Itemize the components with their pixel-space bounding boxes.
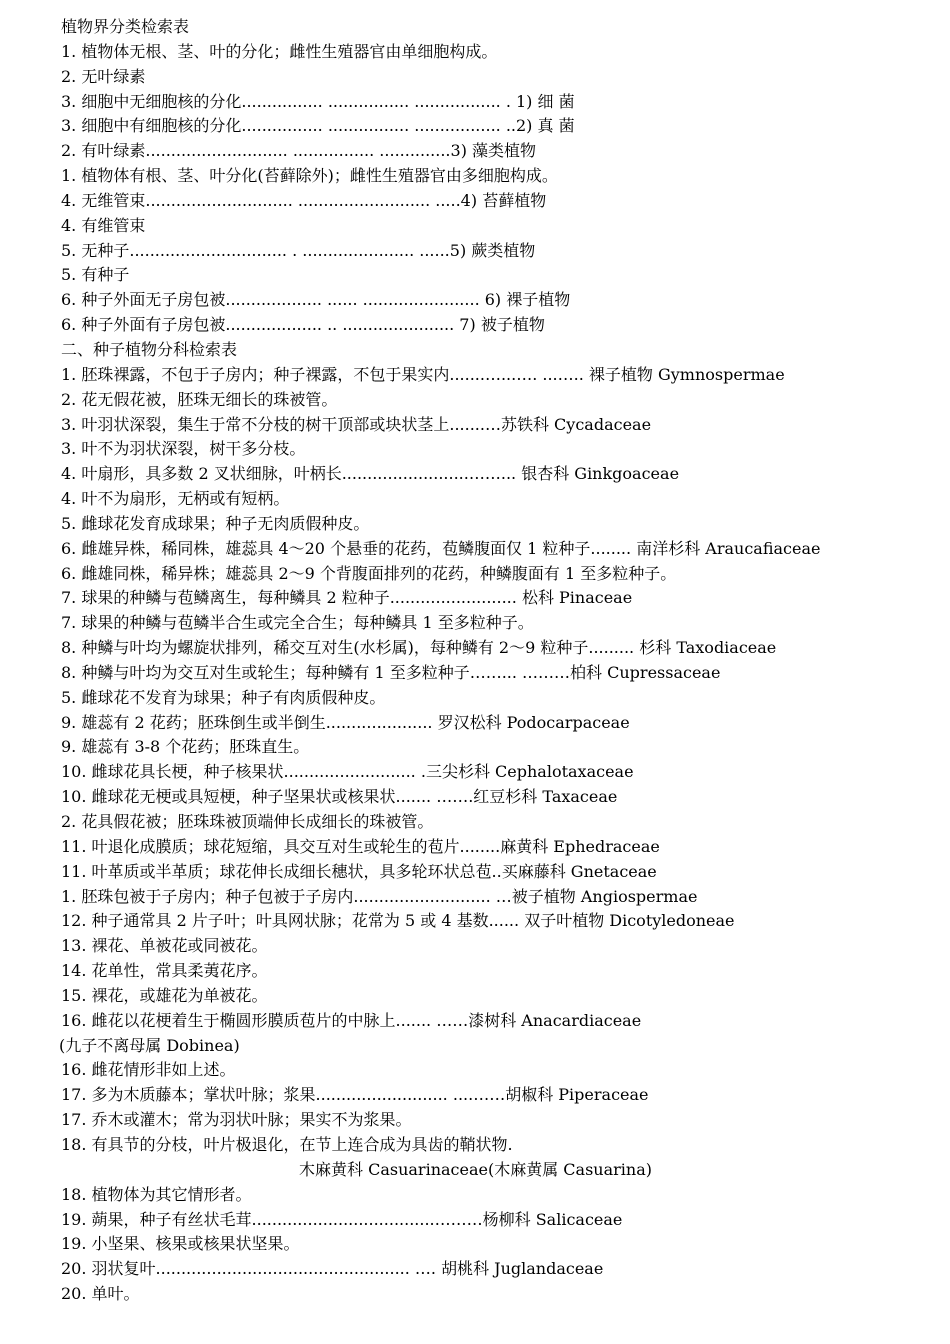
key-line: 18. 植物体为其它情形者。 (61, 1184, 252, 1204)
key-line: 10. 雌球花具长梗，种子核果状.......................... .三尖杉科 Cephalotaxaceae (61, 762, 634, 782)
key-line: 2. 有叶绿素............................ ................ ..............3) 藻类植物 (61, 141, 537, 161)
key-line: 2. 花具假花被；胚珠珠被顶端伸长成细长的珠被管。 (61, 812, 434, 831)
key-line: 16. 雌花情形非如上述。 (61, 1060, 236, 1080)
key-line: 11. 叶革质或半革质；球花伸长成细长穗状，具多轮环状总苞..买麻藤科 Gnetaceae (61, 861, 657, 881)
key-line: 19. 小坚果、核果或核果状坚果。 (61, 1234, 300, 1254)
key-line: 4. 叶扇形，具多数 2 叉状细脉，叶柄长.........................……... 银杏科 Ginkgoaceae (61, 464, 680, 484)
key-line: 3. 细胞中有细胞核的分化................ ................ ................. ..2) 真 菌 (61, 116, 575, 136)
key-line: 4. 有维管束 (61, 215, 146, 235)
key-line: 10. 雌球花无梗或具短梗，种子坚果状或核果状....... …….红豆杉科 Taxaceae (61, 787, 618, 807)
key-line: 18. 有具节的分枝，叶片极退化，在节上连合成为具齿的鞘状物. (61, 1134, 513, 1154)
key-line: 11. 叶退化成膜质；球花短缩，具交互对生或轮生的苞片........麻黄科 Ephedraceae (61, 836, 660, 856)
key-line: 9. 雄蕊有 3-8 个花药；胚珠直生。 (61, 737, 310, 757)
key-line: 20. 羽状复叶.................................................. …. 胡桃科 Juglandaceae (61, 1259, 604, 1279)
key-line: 5. 无种子............................... . ...................... ......5) 蕨类植物 (61, 240, 536, 260)
key-line: 2. 无叶绿素 (61, 66, 146, 86)
key-line: 8. 种鳞与叶均为交互对生或轮生；每种鳞有 1 至多粒种子……... ………柏科 Cupressaceae (61, 662, 721, 682)
genus-note: (九子不离母属 Dobinea) (59, 1035, 240, 1055)
key-line: 12. 种子通常具 2 片子叶；叶具网状脉；花常为 5 或 4 基数...... 双子叶植物 Dicotyledoneae (61, 911, 735, 931)
key-line: 1. 植物体无根、茎、叶的分化；雌性生殖器官由单细胞构成。 (61, 41, 498, 61)
key-line: 19. 蒴果，种子有丝状毛茸....................................………杨柳科 Salicaceae (61, 1209, 623, 1229)
key-line: 6. 雌雄异株，稀同株，雄蕊具 4～20 个悬垂的花药，苞鳞腹面仅 1 粒种子........ 南洋杉科 Araucafiaceae (61, 538, 821, 558)
key-line: 1. 胚珠裸露，不包于子房内；种子裸露，不包于果实内.......…...…. ...….. 裸子植物 Gymnospermae (61, 364, 785, 384)
key-line: 4. 无维管束............................. .......................... .....4) 苔藓植物 (61, 190, 547, 210)
key-line: 15. 裸花，或雄花为单被花。 (61, 985, 268, 1005)
key-line: 7. 球果的种鳞与苞鳞半合生或完全合生；每种鳞具 1 至多粒种子。 (61, 613, 534, 633)
key-line: 6. 种子外面有子房包被................... .. ...................... 7) 被子植物 (61, 315, 545, 335)
key-line: 3. 细胞中无细胞核的分化................ ................ ................. . 1) 细 菌 (61, 91, 575, 111)
key-line: 9. 雄蕊有 2 花药；胚珠倒生或半倒生..................... 罗汉松科 Podocarpaceae (61, 712, 630, 732)
key-line: 8. 种鳞与叶均为螺旋状排列，稀交互对生(水杉属)，每种鳞有 2～9 粒种子......... 杉科 Taxodiaceae (61, 638, 777, 658)
key-line: 14. 花单性，常具柔荑花序。 (61, 961, 268, 981)
family-result-line: 木麻黄科 Casuarinaceae(木麻黄属 Casuarina) (299, 1159, 652, 1179)
key-line: 13. 裸花、单被花或同被花。 (61, 936, 268, 956)
key-line: 17. 多为木质藤本；掌状叶脉；浆果.......................... ....……胡椒科 Piperaceae (61, 1085, 649, 1105)
key-line: 16. 雌花以花梗着生于椭圆形膜质苞片的中脉上....... ……漆树科 Anacardiaceae (61, 1010, 642, 1030)
key-line: 5. 雌球花发育成球果；种子无肉质假种皮。 (61, 513, 370, 533)
key-line: 4. 叶不为扇形，无柄或有短柄。 (61, 489, 290, 509)
key-line: 20. 单叶。 (61, 1284, 140, 1304)
key-line: 3. 叶不为羽状深裂，树干多分枝。 (61, 439, 306, 459)
key-line: 5. 有种子 (61, 265, 130, 285)
key-line: 3. 叶羽状深裂，集生于常不分枝的树干顶部或块状茎上.......…苏铁科 Cycadaceae (61, 414, 652, 434)
key-line: 1. 胚珠包被于子房内；种子包被于子房内........................... …被子植物 Angiospermae (61, 886, 698, 906)
key-line: 7. 球果的种鳞与苞鳞离生，每种鳞具 2 粒种子......................... 松科 Pinaceae (61, 588, 633, 608)
key-line: 1. 植物体有根、茎、叶分化(苔藓除外)；雌性生殖器官由多细胞构成。 (61, 166, 558, 186)
key-line: 2. 花无假花被，胚珠无细长的珠被管。 (61, 389, 338, 409)
key-line: 6. 雌雄同株，稀异株；雄蕊具 2～9 个背腹面排列的花药，种鳞腹面有 1 至多粒种子。 (61, 563, 677, 583)
doc-title: 植物界分类检索表 (61, 17, 190, 36)
key-line: 17. 乔木或灌木；常为羽状叶脉；果实不为浆果。 (61, 1110, 412, 1130)
key-line: 6. 种子外面无子房包被................... ...... ....................... 6) 裸子植物 (61, 290, 571, 310)
section-heading: 二、种子植物分科检索表 (61, 339, 238, 359)
key-line: 5. 雌球花不发育为球果；种子有肉质假种皮。 (61, 687, 386, 707)
